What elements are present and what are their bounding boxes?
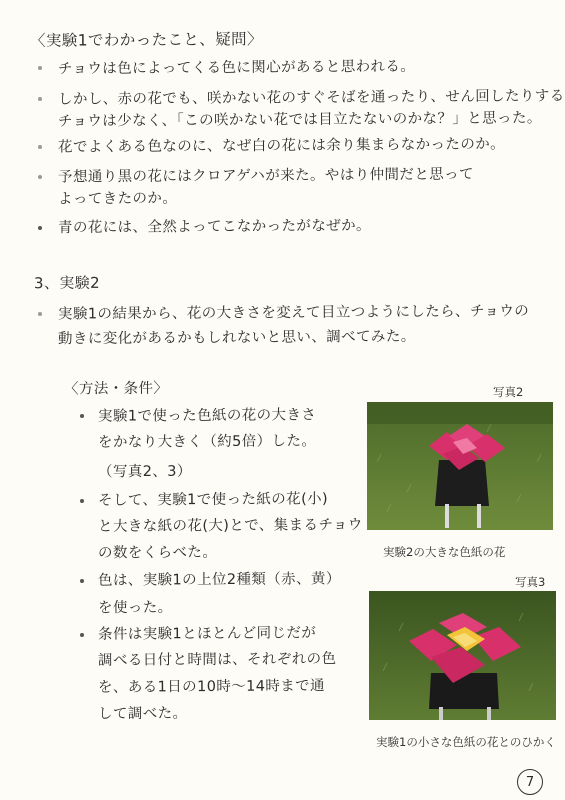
method-line: 調べる日付と時間は、それぞれの色 xyxy=(97,651,337,669)
finding-line: チョウは少なく、「この咲かない花では目立たないのかな？」と思った。 xyxy=(57,110,542,130)
bullet xyxy=(80,414,84,418)
method-line: と大きな紙の花(大)とで、集まるチョウ xyxy=(97,517,363,535)
photo-caption: 実験2の大きな色紙の花 xyxy=(383,545,506,559)
section1-heading: 〈実験1でわかったこと、疑問〉 xyxy=(29,30,263,50)
intro-line: 実験1の結果から、花の大きさを変えて目立つようにしたら、チョウの xyxy=(57,303,530,323)
method-line: 色は、実験1の上位2種類（赤、黄） xyxy=(97,571,341,589)
small-flower-image xyxy=(369,591,556,720)
method-heading: 〈方法・条件〉 xyxy=(63,380,169,398)
bullet xyxy=(38,312,42,316)
photo-caption: 実験1の小さな色紙の花とのひかく xyxy=(376,735,556,749)
finding-line: 予想通り黒の花にはクロアゲハが来た。やはり仲間だと思って xyxy=(57,166,474,186)
finding-line: 花でよくある色なのに、なぜ白の花には余り集まらなかったのか。 xyxy=(57,136,506,156)
finding-line: しかし、赤の花でも、咲かない花のすぐそばを通ったり、せん回したりする xyxy=(57,88,565,108)
method-line: をかなり大きく（約5倍）した。 xyxy=(97,433,317,451)
method-line: そして、実験1で使った紙の花(小) xyxy=(97,491,329,509)
intro-line: 動きに変化があるかもしれないと思い、調べてみた。 xyxy=(57,328,416,348)
method-line: を使った。 xyxy=(97,599,173,617)
section2-heading: 3、実験2 xyxy=(33,273,101,293)
bullet xyxy=(80,633,84,637)
method-line: して調べた。 xyxy=(97,705,188,723)
method-line: （写真2、3） xyxy=(97,463,192,481)
bullet xyxy=(80,499,84,503)
page-number: 7 xyxy=(517,769,543,795)
method-line: の数をくらべた。 xyxy=(97,544,218,562)
method-line: を、ある1日の10時〜14時まで通 xyxy=(97,678,326,696)
method-line: 条件は実験1とほとんど同じだが xyxy=(97,625,317,643)
photo-large-flower xyxy=(367,402,553,530)
finding-line: チョウは色によってくる色に関心があると思われる。 xyxy=(57,58,416,78)
finding-line: 青の花には、全然よってこなかったがなぜか。 xyxy=(57,217,371,237)
finding-line: よってきたのか。 xyxy=(57,190,178,208)
bullet xyxy=(38,97,42,101)
bullet xyxy=(38,66,42,70)
large-flower-image xyxy=(367,402,553,530)
bullet xyxy=(38,175,42,179)
bullet xyxy=(80,579,84,583)
bullet xyxy=(38,226,42,230)
photo-label: 写真2 xyxy=(493,385,524,399)
bullet xyxy=(38,145,42,149)
method-line: 実験1で使った色紙の花の大きさ xyxy=(97,407,317,425)
photo-small-flower xyxy=(369,591,556,720)
photo-label: 写真3 xyxy=(515,575,546,589)
